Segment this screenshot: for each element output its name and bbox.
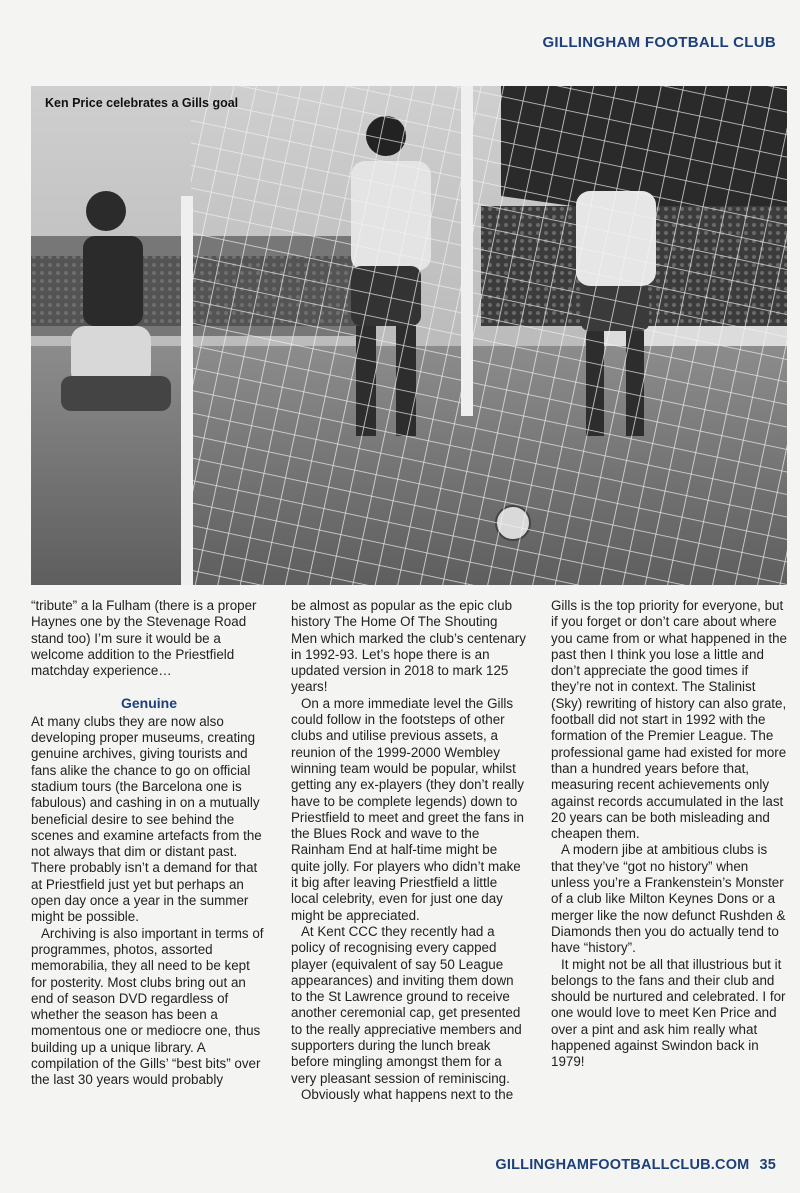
paragraph: Archiving is also important in terms of programmes, photos, assorted memorabilia, they all need to be kept for posterity. Most clubs bring out an end of season DVD regardless of whether the season has been a momentous one or mediocre one, thus building up a unique library. A compilation of the Gills’ “best bits” over the last 30 years would probably	[31, 925, 264, 1088]
paragraph: be almost as popular as the epic club history The Home Of The Shouting Men which marked the club’s centenary in 1992-93. Let’s hope there is an updated version in 2018 to mark 125 years!	[291, 598, 526, 695]
paragraph: Gills is the top priority for everyone, but if you forget or don’t care about where you came from or what happened in the past then I think you lose a little and don’t appreciate the good times if they’re not in context. The Stalinist (Sky) rewriting of history can also grate, football did not start in 1992 with the formation of the Premier League. The professional game had existed for more than a hundred years before that, measuring recent achievements only against records accumulated in the last 20 years can be both misleading and cheapen them.	[551, 598, 787, 842]
article-column-2	[291, 598, 527, 1103]
article-column-1	[31, 598, 267, 1089]
paragraph: At many clubs they are now also developing proper museums, creating genuine archives, giving tourists and fans alike the chance to go on official stadium tours (the Barcelona one is fabulous) and cashing in on a mutually beneficial desire to see behind the scenes and examine artefacts from the not always that dim or distant past. There probably isn’t a demand for that at Priestfield just yet but perhaps an open day once a year in the summer might be possible.	[31, 713, 262, 925]
page-number: 35	[759, 1157, 776, 1173]
paragraph: On a more immediate level the Gills could follow in the footsteps of other clubs and utilise previous assets, a reunion of the 1999-2000 Wembley winning team would be popular, whilst getting any ex-players (they don’t really have to be complete legends) down to Priestfield to meet and greet the fans in the Blues Rock and wave to the Rainham End at half-time might be quite jolly. For players who didn’t make it big after leaving Priestfield a little local celebrity, even for just one day might be appreciated.	[291, 695, 524, 923]
photo-caption: Ken Price celebrates a Gills goal	[45, 96, 239, 110]
footer-website: GILLINGHAMFOOTBALLCLUB.COM	[495, 1157, 750, 1173]
article-column-3	[551, 598, 787, 1071]
paragraph: At Kent CCC they recently had a policy of recognising every capped player (equivalent of say 50 League appearances) and inviting them down to the St Lawrence ground to receive another ceremonial cap, get presented to the really appreciative members and supporters during the lunch break before mingling amongst them for a very pleasant session of reminiscing.	[291, 923, 522, 1086]
match-photo-illustration	[31, 86, 787, 585]
page-footer	[495, 1157, 776, 1173]
article-body	[31, 598, 787, 1138]
subheading: Genuine	[120, 695, 177, 712]
paragraph: Obviously what happens next to the	[301, 1086, 514, 1102]
match-photo	[31, 86, 787, 585]
paragraph: A modern jibe at ambitious clubs is that they’ve “got no history” when unless you’re a Frankenstein’s Monster of a club like Milton Keynes Dons or a merger like the now defunct Rushden & Diamonds then you do actually tend to have “history”.	[551, 842, 786, 956]
paragraph: It might not be all that illustrious but it belongs to the fans and their club and should be nurtured and celebrated. I for one would love to meet Ken Price and over a pint and ask him really what happened against Swindon back in 1979!	[551, 956, 786, 1070]
paragraph: “tribute” a la Fulham (there is a proper Haynes one by the Stevenage Road stand too) I’m sure it would be a welcome addition to the Priestfield matchday experience…	[31, 598, 257, 679]
running-header: GILLINGHAM FOOTBALL CLUB	[542, 34, 776, 51]
